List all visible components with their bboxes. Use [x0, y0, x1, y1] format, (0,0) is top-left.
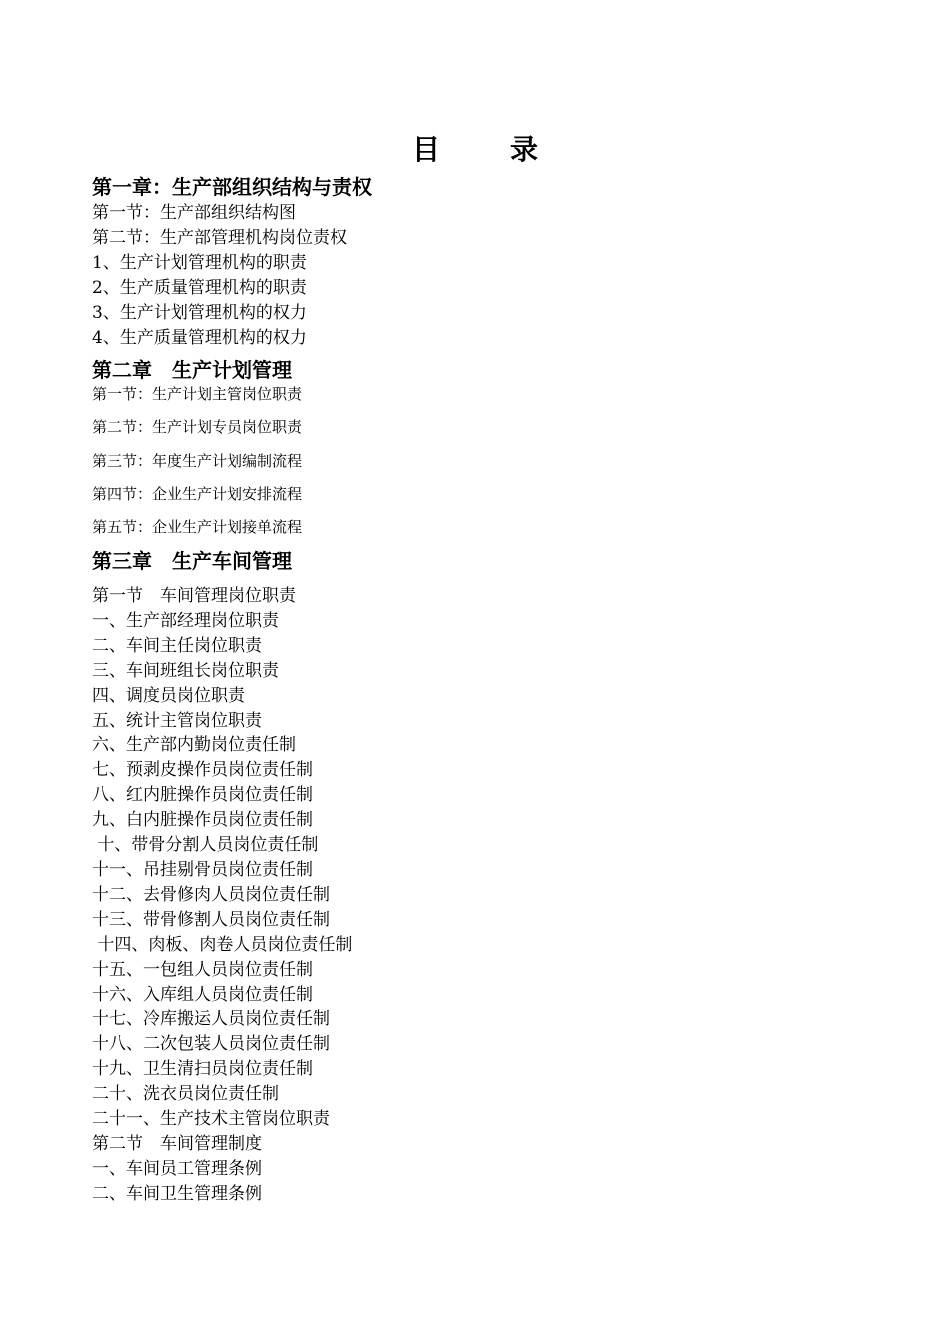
toc-item: 五、统计主管岗位职责 [92, 710, 262, 731]
toc-item: 1、生产计划管理机构的职责 [92, 252, 307, 273]
toc-item: 六、生产部内勤岗位责任制 [92, 735, 296, 756]
toc-item: 十四、肉板、肉卷人员岗位责任制 [92, 934, 353, 955]
toc-item: 三、车间班组长岗位职责 [92, 660, 279, 681]
toc-item: 第一节 车间管理岗位职责 [92, 586, 296, 606]
toc-item: 第二节 车间管理制度 [92, 1133, 262, 1154]
toc-item: 十一、吊挂剔骨员岗位责任制 [92, 859, 313, 880]
toc-item: 第一节：生产部组织结构图 [92, 203, 296, 223]
toc-item: 第二节：生产计划专员岗位职责 [92, 418, 303, 437]
toc-title-right: 录 [510, 133, 539, 166]
toc-title-left: 目 [411, 133, 440, 166]
toc-item: 十九、卫生清扫员岗位责任制 [92, 1059, 313, 1080]
toc-item: 八、红内脏操作员岗位责任制 [92, 785, 313, 806]
toc-item: 十八、二次包装人员岗位责任制 [92, 1034, 330, 1055]
toc-item: 四、调度员岗位职责 [92, 685, 245, 706]
toc-item: 第二节：生产部管理机构岗位责权 [92, 227, 347, 248]
toc-item: 七、预剥皮操作员岗位责任制 [92, 760, 313, 781]
toc-title [0, 130, 950, 170]
toc-item: 一、生产部经理岗位职责 [92, 610, 279, 631]
chapter-2 [92, 356, 892, 544]
toc-item: 第四节：企业生产计划安排流程 [92, 484, 303, 503]
toc-item: 十六、入库组人员岗位责任制 [92, 984, 313, 1005]
toc-item: 九、白内脏操作员岗位责任制 [92, 810, 313, 831]
toc-item: 3、生产计划管理机构的权力 [92, 302, 307, 323]
chapter-heading: 第三章 生产车间管理 [92, 549, 292, 573]
toc-item: 2、生产质量管理机构的职责 [92, 277, 307, 298]
chapter-heading: 第一章：生产部组织结构与责权 [92, 175, 372, 199]
chapter-1 [92, 173, 892, 350]
toc-item: 一、车间员工管理条例 [92, 1158, 262, 1179]
toc-item: 二十一、生产技术主管岗位职责 [92, 1109, 330, 1130]
toc-item: 十二、去骨修肉人员岗位责任制 [92, 884, 330, 905]
toc-item: 十三、带骨修割人员岗位责任制 [92, 909, 330, 930]
chapter-3 [92, 547, 892, 1207]
toc-item: 第一节：生产计划主管岗位职责 [92, 385, 303, 403]
toc-item: 十七、冷库搬运人员岗位责任制 [92, 1009, 330, 1030]
toc-item: 二、车间卫生管理条例 [92, 1183, 262, 1204]
toc-item: 第五节：企业生产计划接单流程 [92, 518, 303, 537]
toc-item: 十五、一包组人员岗位责任制 [92, 959, 313, 980]
toc-item: 二、车间主任岗位职责 [92, 635, 262, 656]
toc-item: 第三节：年度生产计划编制流程 [92, 451, 303, 470]
toc-item: 十、带骨分割人员岗位责任制 [92, 835, 319, 856]
chapter-heading: 第二章 生产计划管理 [92, 358, 292, 382]
toc-item: 4、生产质量管理机构的权力 [92, 327, 307, 348]
toc-item: 二十、洗衣员岗位责任制 [92, 1084, 279, 1105]
